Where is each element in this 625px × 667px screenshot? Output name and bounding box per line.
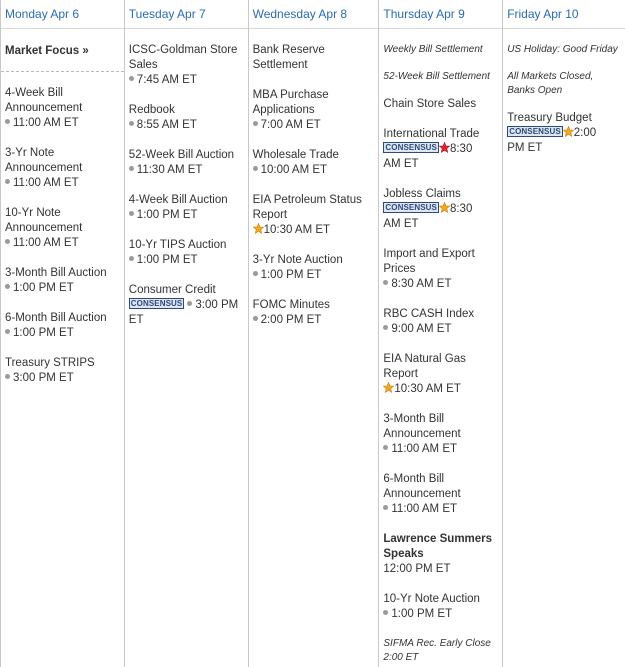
event-6mo-bill-auction[interactable]	[5, 311, 122, 341]
event-eia-petroleum[interactable]	[253, 193, 377, 238]
bullet-icon	[129, 256, 134, 261]
bullet-icon	[253, 271, 258, 276]
bullet-icon	[5, 284, 10, 289]
event-consumer-credit[interactable]	[129, 283, 246, 328]
event-name: 10-Yr TIPS Auction	[128, 239, 227, 251]
market-focus-link[interactable]: Market Focus »	[1, 45, 124, 72]
event-name: 6-Month Bill Auction	[5, 312, 107, 324]
event-name: 3-Yr Note Auction	[252, 254, 343, 266]
event-name: 6-Month Bill Announcement	[383, 473, 461, 500]
event-name: 3-Month Bill Auction	[5, 267, 107, 279]
event-time: 1:00 PM ET	[13, 327, 74, 339]
event-name: 3-Yr Note Announcement	[5, 147, 83, 174]
day-column-monday	[1, 0, 125, 667]
bullet-icon	[383, 505, 388, 510]
event-6mo-bill-announcement[interactable]	[383, 472, 500, 517]
event-time: 10:30 AM ET	[263, 224, 331, 236]
bullet-icon	[253, 166, 258, 171]
event-name: Treasury Budget	[507, 112, 592, 124]
bullet-icon	[383, 610, 388, 615]
event-markets-closed[interactable]: All Markets Closed, Banks Open	[507, 71, 594, 96]
event-sifma-early-close[interactable]: SIFMA Rec. Early Close 2:00 ET	[383, 638, 491, 663]
event-rbc-cash-index[interactable]	[383, 307, 500, 337]
event-time: 11:00 AM ET	[13, 237, 79, 249]
star-icon	[253, 223, 264, 234]
event-time: 8:30	[449, 203, 473, 215]
bullet-icon	[129, 211, 134, 216]
bullet-icon	[253, 316, 258, 321]
event-time-suffix: PM ET	[507, 142, 543, 154]
bullet-icon	[5, 179, 10, 184]
bullet-icon	[129, 166, 134, 171]
star-icon	[439, 202, 450, 213]
event-fomc-minutes[interactable]	[253, 298, 377, 328]
event-treasury-strips[interactable]	[5, 356, 122, 386]
event-name: MBA Purchase Applications	[252, 89, 329, 116]
event-time: 7:00 AM ET	[260, 119, 321, 131]
event-3mo-bill-announcement[interactable]	[383, 412, 500, 457]
consensus-badge[interactable]: CONSENSUS	[130, 299, 183, 309]
bullet-icon	[383, 280, 388, 285]
consensus-badge[interactable]: CONSENSUS	[509, 127, 561, 137]
event-treasury-budget[interactable]	[507, 111, 623, 156]
event-10yr-note-announcement[interactable]	[5, 206, 122, 251]
event-time-suffix: AM ET	[383, 158, 419, 170]
bullet-icon	[5, 374, 10, 379]
event-name: 3-Month Bill Announcement	[383, 413, 461, 440]
event-wholesale-trade[interactable]	[253, 148, 377, 178]
event-name: Chain Store Sales	[383, 98, 477, 110]
event-mba-purchase[interactable]	[253, 88, 377, 133]
event-chain-store-sales[interactable]	[383, 97, 500, 112]
event-name: RBC CASH Index	[383, 308, 475, 320]
day-column-tuesday	[125, 0, 249, 667]
event-jobless-claims[interactable]	[383, 187, 500, 232]
event-time: 11:00 AM ET	[13, 177, 79, 189]
event-time: 8:30	[449, 143, 473, 155]
star-icon	[383, 382, 394, 393]
event-import-export-prices[interactable]	[383, 247, 500, 292]
event-time-suffix: AM ET	[383, 218, 419, 230]
event-10yr-note-auction[interactable]	[383, 592, 500, 622]
event-4wk-bill-auction[interactable]	[129, 193, 246, 223]
event-name: Jobless Claims	[383, 188, 461, 200]
event-time: 8:30 AM ET	[391, 278, 452, 290]
event-3yr-note-announcement[interactable]	[5, 146, 122, 191]
event-time: 11:00 AM ET	[391, 443, 458, 455]
event-3mo-bill-auction[interactable]	[5, 266, 122, 296]
day-column-thursday	[379, 0, 503, 667]
event-name: FOMC Minutes	[252, 299, 330, 311]
day-header-tuesday[interactable]: Tuesday Apr 7	[125, 0, 248, 29]
event-time: 11:00 AM ET	[13, 117, 79, 129]
event-name: EIA Petroleum Status Report	[252, 194, 362, 221]
event-time: 1:00 PM ET	[13, 282, 74, 294]
bullet-icon	[5, 119, 10, 124]
event-time: 7:45 AM ET	[136, 74, 197, 86]
event-weekly-bill-settlement[interactable]: Weekly Bill Settlement	[383, 44, 483, 55]
bullet-icon	[187, 301, 192, 306]
day-header-friday[interactable]: Friday Apr 10	[503, 0, 625, 29]
event-redbook[interactable]	[129, 103, 246, 133]
event-name: 4-Week Bill Announcement	[5, 87, 83, 114]
star-icon	[439, 142, 450, 153]
bullet-icon	[5, 239, 10, 244]
event-international-trade[interactable]	[383, 127, 500, 172]
event-10yr-tips-auction[interactable]	[129, 238, 246, 268]
consensus-badge[interactable]: CONSENSUS	[385, 143, 437, 153]
day-header-thursday[interactable]: Thursday Apr 9	[379, 0, 502, 29]
event-52wk-bill-auction[interactable]	[129, 148, 246, 178]
event-name: 4-Week Bill Auction	[128, 194, 228, 206]
event-name: 52-Week Bill Auction	[128, 149, 235, 161]
event-name: ICSC-Goldman Store Sales	[128, 44, 238, 71]
event-name: International Trade	[383, 128, 480, 140]
day-column-friday	[503, 0, 625, 667]
event-time: 10:00 AM ET	[260, 164, 328, 176]
event-time: 3:00 PM ET	[128, 299, 239, 326]
event-time: 11:30 AM ET	[136, 164, 203, 176]
event-time: 2:00 PM ET	[260, 314, 322, 326]
event-time: 2:00	[573, 127, 597, 139]
event-name: 10-Yr Note Announcement	[5, 207, 83, 234]
event-time: 10:30 AM ET	[394, 383, 461, 395]
event-time: 8:55 AM ET	[136, 119, 197, 131]
event-name: Lawrence Summers Speaks	[383, 533, 493, 560]
event-time: 9:00 AM ET	[391, 323, 452, 335]
event-time: 1:00 PM ET	[260, 269, 322, 281]
event-time: 1:00 PM ET	[136, 209, 198, 221]
event-time: 3:00 PM ET	[13, 372, 74, 384]
star-icon	[563, 126, 574, 137]
event-name: Consumer Credit	[128, 284, 216, 296]
event-name: Wholesale Trade	[252, 149, 339, 161]
event-icsc-goldman[interactable]	[129, 43, 246, 88]
event-time: 1:00 PM ET	[391, 608, 453, 620]
bullet-icon	[129, 76, 134, 81]
event-time: 11:00 AM ET	[391, 503, 458, 515]
event-name: Redbook	[128, 104, 175, 116]
day-header-monday[interactable]: Monday Apr 6	[1, 0, 124, 29]
event-name: 10-Yr Note Auction	[383, 593, 480, 605]
event-time: 12:00 PM ET	[383, 563, 451, 575]
event-lawrence-summers[interactable]	[383, 532, 500, 577]
event-us-holiday[interactable]: US Holiday: Good Friday	[507, 44, 618, 55]
bullet-icon	[253, 121, 258, 126]
event-name: EIA Natural Gas Report	[383, 353, 466, 380]
event-4wk-bill-announcement[interactable]	[5, 86, 122, 131]
bullet-icon	[383, 325, 388, 330]
event-name: Bank Reserve Settlement	[252, 44, 325, 71]
bullet-icon	[5, 329, 10, 334]
event-bank-reserve-settlement[interactable]	[253, 43, 377, 73]
event-eia-natural-gas[interactable]	[383, 352, 500, 397]
event-52wk-bill-settlement[interactable]: 52-Week Bill Settlement	[383, 71, 490, 82]
day-header-wednesday[interactable]: Wednesday Apr 8	[249, 0, 379, 29]
event-3yr-note-auction[interactable]	[253, 253, 377, 283]
event-name: Import and Export Prices	[383, 248, 475, 275]
bullet-icon	[129, 121, 134, 126]
bullet-icon	[383, 445, 388, 450]
event-time: 1:00 PM ET	[136, 254, 198, 266]
event-name: Treasury STRIPS	[5, 357, 95, 369]
consensus-badge[interactable]: CONSENSUS	[385, 203, 437, 213]
day-column-wednesday	[249, 0, 380, 667]
